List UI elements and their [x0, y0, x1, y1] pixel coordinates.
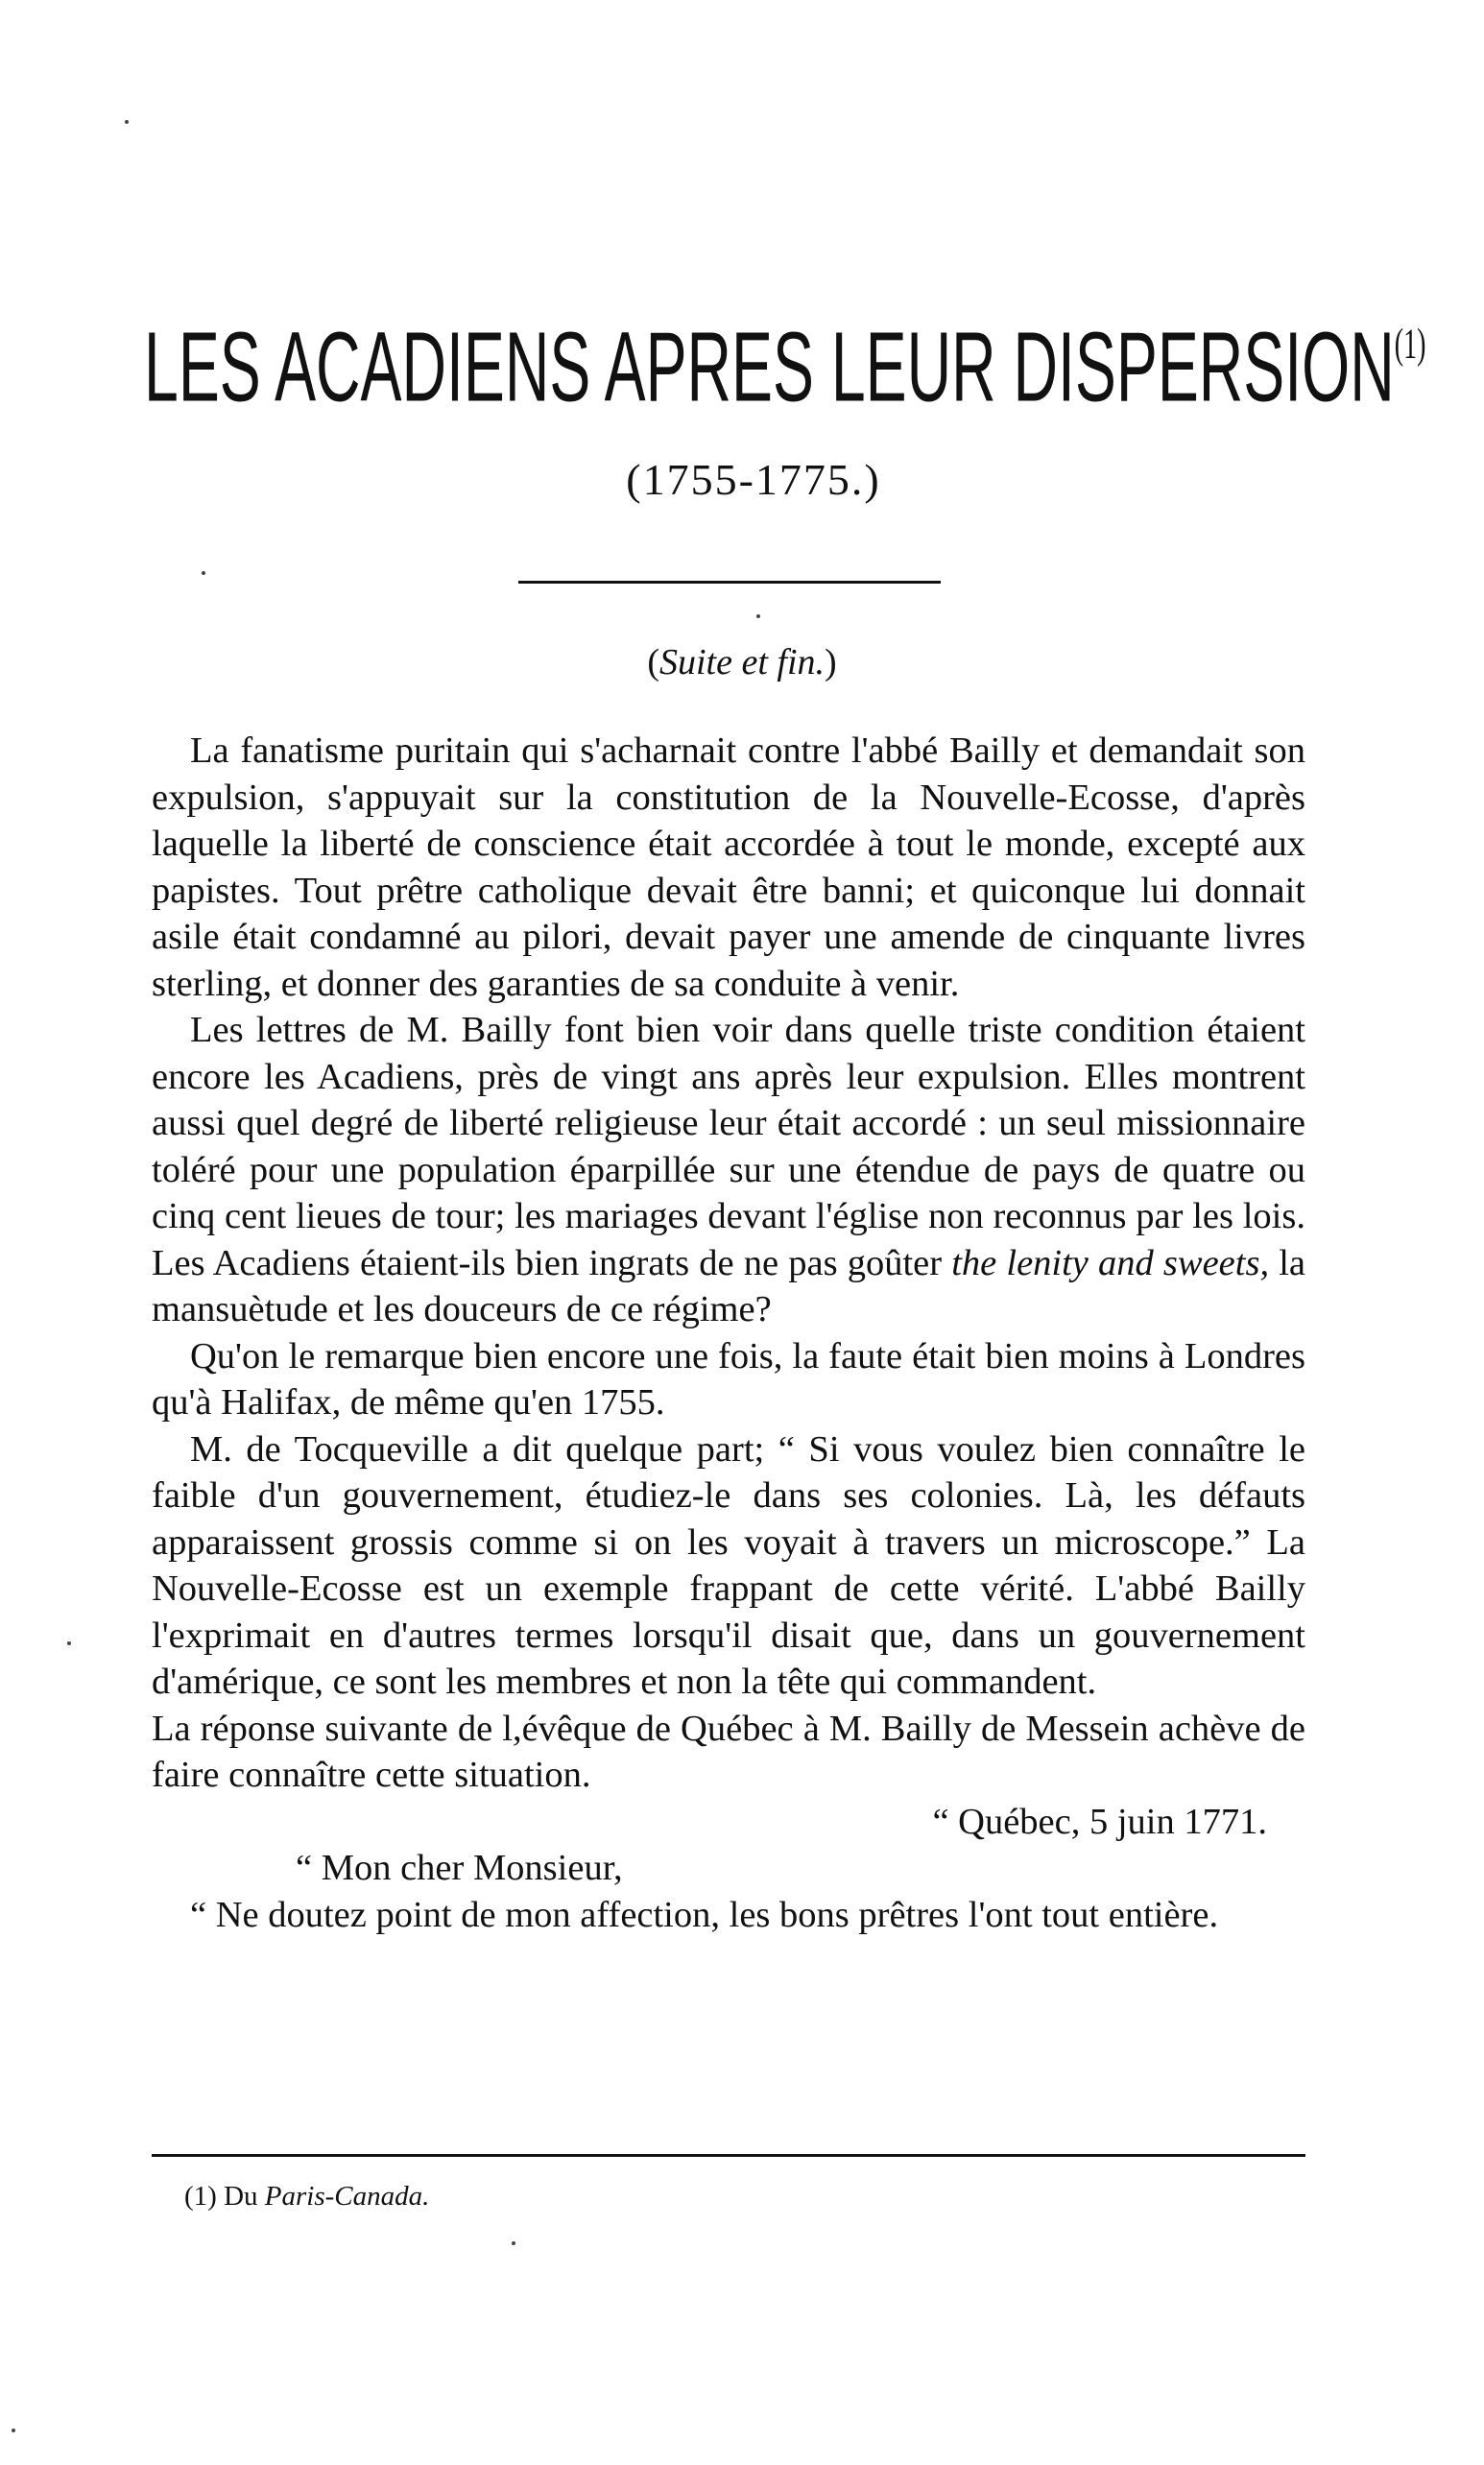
subtitle-text: Suite et fin. [658, 642, 826, 682]
footnote-marker: (1) Du [184, 2181, 258, 2212]
footnote-source: Paris-Canada. [264, 2181, 430, 2212]
paragraph-2-english-quote: the lenity and sweets, [951, 1242, 1270, 1283]
footnote [184, 2177, 429, 2215]
print-speck [202, 571, 205, 575]
article-title [144, 298, 1426, 438]
title-divider [518, 581, 941, 584]
print-speck [125, 120, 129, 124]
paragraph-5: La réponse suivante de l,évêque de Québec à M. Bailly de Messein achève de faire connaître cette situation. [152, 1708, 1305, 1795]
paragraph-3: Qu'on le remarque bien encore une fois, la faute était bien moins à Londres qu'à Halifax, de même qu'en 1755. [152, 1335, 1305, 1423]
footnote-divider [152, 2154, 1305, 2157]
article-title-text: LES ACADIENS APRES LEUR DISPERSION [144, 312, 1395, 422]
paragraph-2 [152, 1007, 1305, 1333]
paragraph-2-start: Les lettres de M. Bailly font bien voir dans quelle triste condition étaient encore les Acadiens, près de vingt ans après leur expulsion. Elles montrent aussi quel degré de liberté religieuse leur était accordé : un seul missionnaire toléré pour une population éparpillée sur une étendue de pays de quatre ou cinq cent lieues de tour; les mariages devant l'église non reconnus par les lois. Les Acadiens étaient-ils bien ingrats de ne pas goûter [152, 1010, 1305, 1283]
letter-date-line: “ Québec, 5 juin 1771. [932, 1801, 1267, 1842]
print-speck [67, 1641, 71, 1645]
subtitle-close-paren: ) [825, 642, 837, 682]
paragraph-2-end: la mansuètude et les douceurs de ce régime? [152, 1242, 1306, 1329]
print-speck [756, 614, 760, 618]
date-range [0, 451, 1484, 509]
print-speck [512, 2241, 515, 2245]
letter-salutation: “ Mon cher Monsieur, [296, 1848, 623, 1888]
subtitle [0, 638, 1484, 686]
date-range-text: (1755-1775.) [626, 455, 881, 504]
paragraph-4: M. de Tocqueville a dit quelque part; “ Si vous voulez bien connaître le faible d'un gouvernement, étudiez-le dans ses colonies. Là, les défauts apparaissent grossis comme si on les voyait à travers un microscope.” La Nouvelle-Ecosse est un exemple frappant de cette vérité. L'abbé Bailly l'exprimait en d'autres termes lorsqu'il disait que, dans un gouvernement d'amérique, ce sont les membres et non la tête qui commandent. [152, 1428, 1305, 1702]
title-footnote-ref: (1) [1394, 319, 1426, 368]
print-speck [12, 2429, 15, 2432]
subtitle-open-paren: ( [647, 642, 659, 682]
paragraph-6: “ Ne doutez point de mon affection, les bons prêtres l'ont tout entière. [190, 1894, 1219, 1935]
paragraph-1: La fanatisme puritain qui s'acharnait contre l'abbé Bailly et demandait son expulsion, s'appuyait sur la constitution de la Nouvelle-Ecosse, d'après laquelle la liberté de conscience était accordée à tout le monde, excepté aux papistes. Tout prêtre catholique devait être banni; et quiconque lui donnait asile était condamné au pilori, devait payer une amende de cinquante livres sterling, et donner des garanties de sa conduite à venir. [152, 730, 1305, 1004]
article-body [152, 728, 1305, 1938]
